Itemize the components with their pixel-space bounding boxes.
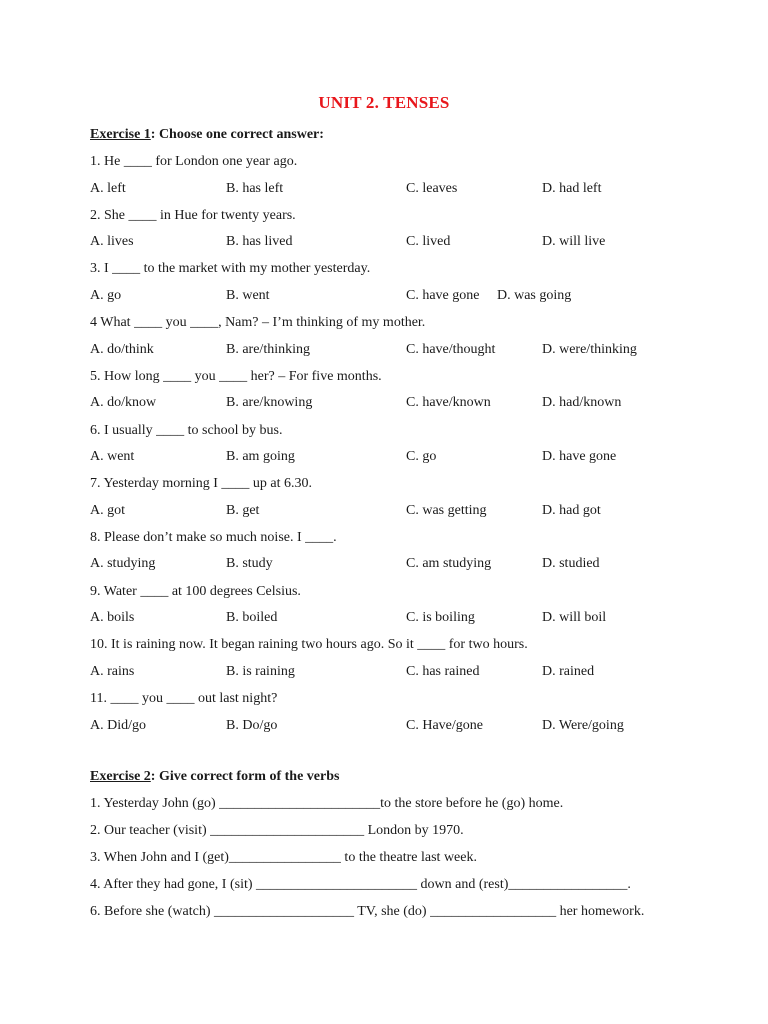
question-5: 5. How long ____ you ____ her? – For five months. [90, 368, 382, 384]
question-11-option-b: B. Do/go [226, 717, 278, 733]
question-2-option-a: A. lives [90, 234, 134, 250]
question-3-option-c: C. have gone [406, 287, 480, 303]
question-5-option-a: A. do/know [90, 395, 157, 411]
question-9: 9. Water ____ at 100 degrees Celsius. [90, 583, 301, 599]
exercise-1-label: Exercise 1 [90, 127, 151, 142]
question-10: 10. It is raining now. It began raining two hours ago. So it ____ for two hours. [90, 637, 528, 653]
question-4-option-a: A. do/think [90, 341, 154, 357]
question-5-option-c: C. have/known [406, 395, 491, 411]
question-10-option-d: D. rained [542, 663, 595, 679]
question-7-option-d: D. had got [542, 502, 601, 518]
question-8-option-a: A. studying [90, 556, 156, 572]
question-1: 1. He ____ for London one year ago. [90, 154, 298, 169]
question-2-option-d: D. will live [542, 234, 606, 250]
question-6-option-c: C. go [406, 449, 437, 464]
question-6-option-b: B. am going [226, 449, 295, 464]
verb-item-3: 3. When John and I (get)________________ to the theatre last week. [90, 850, 477, 865]
question-3-option-d: D. was going [497, 287, 572, 303]
question-10-option-a: A. rains [90, 663, 135, 679]
question-11-option-d: D. Were/going [542, 717, 624, 733]
exercise-2-label: Exercise 2 [90, 769, 151, 784]
question-6-option-a: A. went [90, 449, 135, 464]
question-8: 8. Please don’t make so much noise. I ____. [90, 529, 337, 545]
question-1-option-a: A. left [90, 180, 126, 196]
question-7-option-c: C. was getting [406, 502, 487, 518]
question-7: 7. Yesterday morning I ____ up at 6.30. [90, 476, 313, 492]
question-1-option-c: C. leaves [406, 180, 458, 196]
question-11-option-a: A. Did/go [90, 717, 146, 733]
question-9-option-b: B. boiled [226, 610, 278, 626]
verb-item-4: 4. After they had gone, I (sit) _______________________ down and (rest)_________________. [90, 877, 631, 892]
question-6-option-d: D. have gone [542, 449, 617, 464]
question-1-option-b: B. has left [226, 180, 284, 196]
exercise-2-heading [90, 769, 339, 785]
question-5-option-b: B. are/knowing [226, 395, 313, 411]
verb-item-2: 2. Our teacher (visit) ______________________ London by 1970. [90, 823, 464, 838]
question-4-option-c: C. have/thought [406, 341, 496, 357]
question-4: 4 What ____ you ____, Nam? – I’m thinking of my mother. [90, 315, 426, 331]
question-11-option-c: C. Have/gone [406, 717, 483, 733]
verb-item-5: 6. Before she (watch) ____________________ TV, she (do) __________________ her homework. [90, 904, 645, 919]
exercise-2-instruction: : Give correct form of the verbs [150, 769, 340, 784]
exercise-1-heading [90, 127, 324, 143]
question-3-option-a: A. go [90, 287, 122, 303]
question-2: 2. She ____ in Hue for twenty years. [90, 207, 296, 223]
question-10-option-b: B. is raining [226, 663, 295, 679]
question-5-option-d: D. had/known [542, 395, 622, 411]
question-9-option-d: D. will boil [542, 610, 607, 626]
exercise-1-instruction: : Choose one correct answer: [150, 127, 324, 142]
question-8-option-c: C. am studying [406, 556, 492, 572]
question-3: 3. I ____ to the market with my mother yesterday. [90, 261, 371, 277]
question-9-option-c: C. is boiling [406, 610, 475, 626]
question-11: 11. ____ you ____ out last night? [90, 691, 278, 706]
question-8-option-b: B. study [226, 556, 273, 572]
question-6: 6. I usually ____ to school by bus. [90, 422, 283, 438]
question-7-option-a: A. got [90, 502, 125, 518]
question-1-option-d: D. had left [542, 180, 602, 196]
page-title: UNIT 2. TENSES [318, 93, 450, 112]
question-9-option-a: A. boils [90, 610, 135, 626]
question-7-option-b: B. get [226, 502, 260, 518]
question-3-option-b: B. went [226, 287, 270, 303]
question-2-option-c: C. lived [406, 234, 451, 250]
verb-item-1: 1. Yesterday John (go) _______________________to the store before he (go) home. [90, 796, 564, 811]
question-4-option-b: B. are/thinking [226, 341, 310, 357]
question-10-option-c: C. has rained [406, 663, 480, 679]
question-4-option-d: D. were/thinking [542, 341, 637, 357]
question-8-option-d: D. studied [542, 556, 600, 572]
question-2-option-b: B. has lived [226, 234, 293, 250]
